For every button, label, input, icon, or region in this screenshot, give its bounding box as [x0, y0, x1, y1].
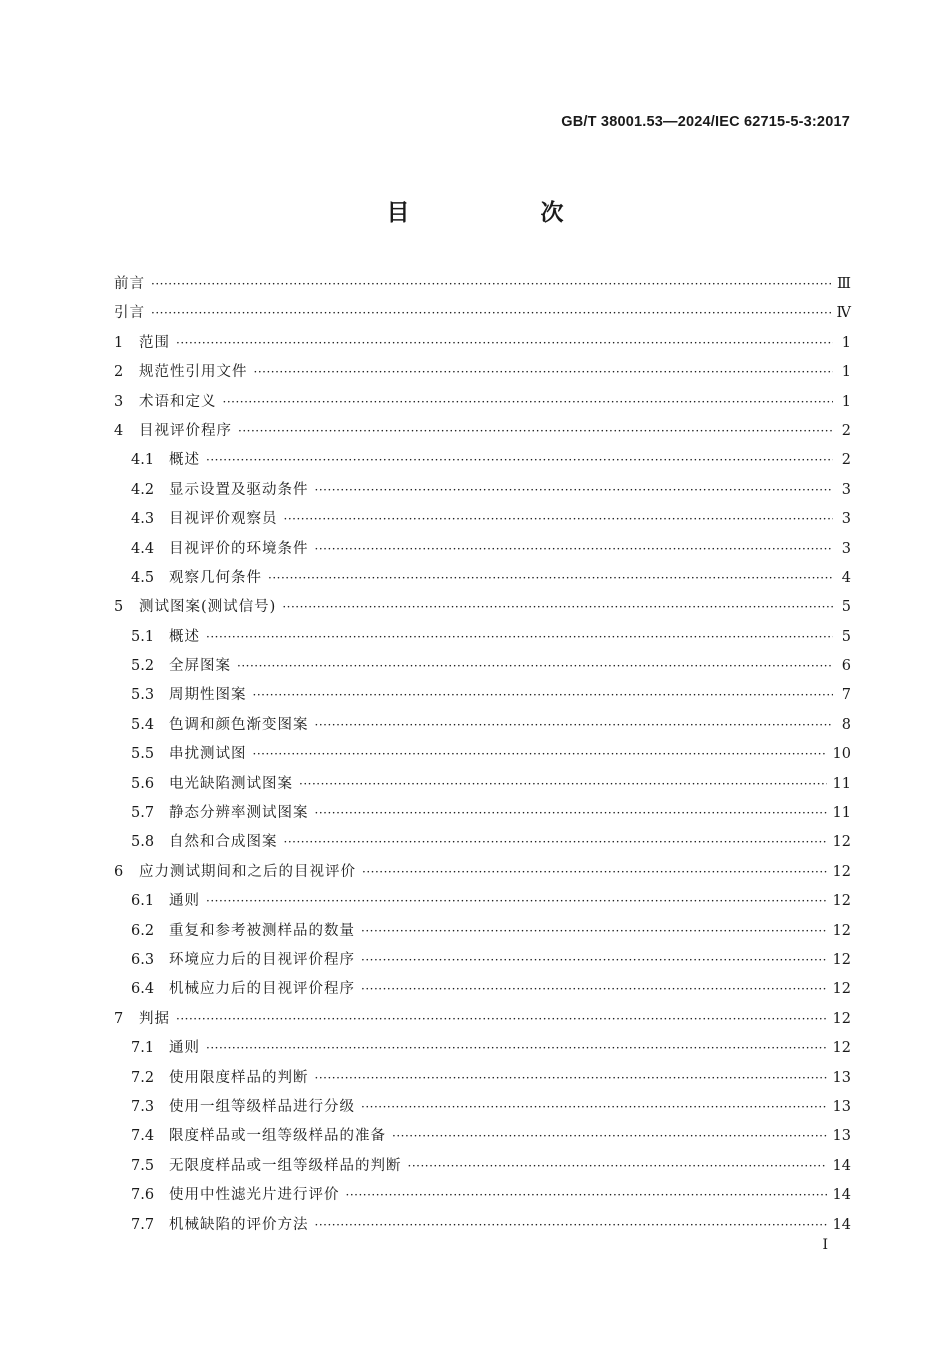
toc-entry-page: 3	[841, 481, 851, 498]
toc-entry-page: 13	[832, 1069, 851, 1086]
toc-entry-number: 7.1	[131, 1040, 155, 1057]
dot-leader	[346, 1181, 827, 1210]
toc-entry-number: 4.5	[131, 569, 155, 586]
toc-entry-number: 5.3	[131, 687, 155, 704]
toc-entry[interactable]	[114, 329, 851, 358]
toc-entry-page: 1	[841, 364, 851, 381]
toc-entry-number: 7	[114, 1010, 124, 1027]
toc-entry-title: 概述	[169, 452, 200, 469]
dot-leader	[151, 270, 831, 299]
dot-leader	[361, 1093, 827, 1122]
toc-entry[interactable]	[114, 770, 851, 799]
toc-entry-title: 概述	[169, 628, 200, 645]
toc-entry[interactable]	[114, 917, 851, 946]
toc-entry-title: 判据	[139, 1010, 170, 1027]
toc-entry-title: 机械缺陷的评价方法	[169, 1216, 309, 1233]
toc-entry-page: 12	[832, 834, 851, 851]
toc-entry-page: 8	[841, 716, 851, 733]
dot-leader	[282, 593, 833, 622]
toc-entry-title: 通则	[169, 1040, 200, 1057]
toc-entry-title: 目视评价观察员	[169, 511, 278, 528]
toc-entry-title: 使用一组等级样品进行分级	[169, 1098, 355, 1115]
dot-leader	[315, 476, 834, 505]
toc-entry-title: 使用限度样品的判断	[169, 1069, 309, 1086]
toc-entry-title: 自然和合成图案	[169, 834, 278, 851]
toc-entry[interactable]	[114, 623, 851, 652]
dot-leader	[151, 299, 831, 328]
toc-entry[interactable]	[114, 1211, 851, 1240]
dot-leader	[223, 388, 834, 417]
dot-leader	[284, 828, 827, 857]
toc-entry-title: 机械应力后的目视评价程序	[169, 981, 355, 998]
dot-leader	[299, 770, 827, 799]
toc-entry[interactable]	[114, 358, 851, 387]
toc-entry[interactable]	[114, 417, 851, 446]
toc-entry-page: 12	[832, 863, 851, 880]
toc-entry-number: 5.2	[131, 658, 155, 675]
toc-entry-number: 7.6	[131, 1187, 155, 1204]
toc-entry-page: 14	[832, 1157, 851, 1174]
toc-entry[interactable]	[114, 299, 851, 328]
toc-entry-page: 2	[841, 422, 851, 439]
dot-leader	[284, 505, 834, 534]
toc-entry-number: 5.8	[131, 834, 155, 851]
dot-leader	[206, 446, 833, 475]
toc-entry[interactable]	[114, 1093, 851, 1122]
dot-leader	[315, 1064, 827, 1093]
toc-entry-number: 5.6	[131, 775, 155, 792]
toc-entry[interactable]	[114, 1034, 851, 1063]
toc-entry-number: 6	[114, 863, 124, 880]
toc-entry[interactable]	[114, 593, 851, 622]
toc-entry[interactable]	[114, 535, 851, 564]
toc-entry-number: 5.4	[131, 716, 155, 733]
toc-entry-title: 观察几何条件	[169, 569, 262, 586]
page-number: I	[822, 1237, 828, 1253]
dot-leader	[315, 711, 834, 740]
toc-entry-page: Ⅳ	[836, 305, 851, 322]
toc-entry-number: 7.3	[131, 1098, 155, 1115]
dot-leader	[315, 535, 834, 564]
toc-entry-number: 6.1	[131, 893, 155, 910]
toc-entry-number: 7.5	[131, 1157, 155, 1174]
toc-entry-number: 4.4	[131, 540, 155, 557]
toc-entry[interactable]	[114, 564, 851, 593]
dot-leader	[176, 1005, 827, 1034]
toc-entry-page: 5	[841, 628, 851, 645]
toc-entry-number: 3	[114, 393, 124, 410]
toc-entry-title: 使用中性滤光片进行评价	[169, 1187, 340, 1204]
dot-leader	[361, 975, 827, 1004]
toc-entry[interactable]	[114, 1064, 851, 1093]
toc-entry-number: 4	[114, 422, 124, 439]
dot-leader	[206, 623, 833, 652]
toc-entry-number: 7.7	[131, 1216, 155, 1233]
toc-entry-page: 6	[841, 658, 851, 675]
toc-entry-number: 6.4	[131, 981, 155, 998]
toc-entry-number: 5.5	[131, 746, 155, 763]
toc-entry[interactable]	[114, 1152, 851, 1181]
toc-entry-page: 3	[841, 540, 851, 557]
toc-entry-page: 11	[832, 805, 851, 822]
toc-entry-title: 全屏图案	[169, 658, 231, 675]
toc-entry[interactable]	[114, 858, 851, 887]
toc-entry[interactable]	[114, 270, 851, 299]
toc-entry-title: 目视评价程序	[139, 422, 232, 439]
toc-entry-title: 测试图案(测试信号)	[139, 599, 277, 616]
toc-entry-page: Ⅲ	[837, 276, 851, 292]
toc-entry-page: 12	[832, 951, 851, 968]
dot-leader	[254, 358, 834, 387]
toc-entry-page: 12	[832, 893, 851, 910]
toc-entry-title: 静态分辨率测试图案	[169, 805, 309, 822]
toc-entry-title: 重复和参考被测样品的数量	[169, 922, 355, 939]
toc-entry-page: 5	[841, 599, 851, 616]
toc-entry-page: 12	[832, 1010, 851, 1027]
toc-entry-title: 环境应力后的目视评价程序	[169, 951, 355, 968]
toc-entry-page: 14	[832, 1187, 851, 1204]
toc-entry-title: 无限度样品或一组等级样品的判断	[169, 1157, 402, 1174]
toc-entry[interactable]	[114, 1005, 851, 1034]
toc-entry[interactable]	[114, 975, 851, 1004]
toc-entry-number: 6.2	[131, 922, 155, 939]
toc-entry-page: 7	[841, 687, 851, 704]
toc-entry-number: 6.3	[131, 951, 155, 968]
toc-entry[interactable]	[114, 446, 851, 475]
toc-entry[interactable]	[114, 887, 851, 916]
toc-entry-title: 通则	[169, 893, 200, 910]
toc-entry-number: 2	[114, 364, 124, 381]
toc-entry[interactable]	[114, 505, 851, 534]
toc-entry-number: 1	[114, 334, 124, 351]
toc-entry-number: 4.1	[131, 452, 155, 469]
toc-entry-title: 术语和定义	[139, 393, 217, 410]
toc-entry-page: 12	[832, 981, 851, 998]
toc-entry-title: 显示设置及驱动条件	[169, 481, 309, 498]
toc-entry[interactable]	[114, 681, 851, 710]
dot-leader	[237, 652, 833, 681]
toc-entry-title: 串扰测试图	[169, 746, 247, 763]
toc-entry-title: 范围	[139, 334, 170, 351]
dot-leader	[176, 329, 833, 358]
toc-entry-title: 周期性图案	[169, 687, 247, 704]
toc-entry-number: 5.1	[131, 628, 155, 645]
toc-entry-number: 5	[114, 599, 124, 616]
toc-entry-number: 5.7	[131, 805, 155, 822]
toc-entry[interactable]	[114, 476, 851, 505]
dot-leader	[238, 417, 833, 446]
toc-entry-page: 4	[841, 569, 851, 586]
toc-entry-title: 规范性引用文件	[139, 364, 248, 381]
toc-entry-number: 4.3	[131, 511, 155, 528]
toc-entry-page: 3	[841, 511, 851, 528]
toc-entry-title: 目视评价的环境条件	[169, 540, 309, 557]
dot-leader	[361, 946, 827, 975]
dot-leader	[392, 1122, 827, 1151]
toc-entry[interactable]	[114, 1181, 851, 1210]
toc-entry-title: 色调和颜色渐变图案	[169, 716, 309, 733]
toc-entry-page: 1	[841, 334, 851, 351]
dot-leader	[206, 887, 827, 916]
toc-entry-page: 13	[832, 1128, 851, 1145]
toc-entry-page: 11	[832, 775, 851, 792]
toc-entry-page: 12	[832, 1040, 851, 1057]
toc-entry-page: 10	[832, 746, 851, 763]
toc-entry-page: 13	[832, 1098, 851, 1115]
dot-leader	[206, 1034, 827, 1063]
toc-entry-number: 7.4	[131, 1128, 155, 1145]
toc-entry[interactable]	[114, 652, 851, 681]
dot-leader	[315, 799, 827, 828]
toc-entry-page: 14	[832, 1216, 851, 1233]
toc-entry-title: 电光缺陷测试图案	[169, 775, 293, 792]
toc-entry[interactable]	[114, 388, 851, 417]
toc-entry[interactable]	[114, 711, 851, 740]
toc-entry-page: 12	[832, 922, 851, 939]
dot-leader	[362, 858, 827, 887]
toc-entry[interactable]	[114, 1122, 851, 1151]
dot-leader	[315, 1211, 827, 1240]
toc-entry[interactable]	[114, 799, 851, 828]
standard-code-header: GB/T 38001.53—2024/IEC 62715-5-3:2017	[561, 114, 850, 130]
toc-title: 目 次	[386, 199, 618, 226]
toc-entry-title: 前言	[114, 276, 145, 292]
toc-entry-title: 引言	[114, 305, 145, 322]
toc-entry-page: 2	[841, 452, 851, 469]
dot-leader	[253, 740, 827, 769]
toc-entry[interactable]	[114, 740, 851, 769]
toc-entry-page: 1	[841, 393, 851, 410]
toc-entry-number: 4.2	[131, 481, 155, 498]
dot-leader	[361, 917, 827, 946]
toc-entry-title: 应力测试期间和之后的目视评价	[139, 863, 356, 880]
dot-leader	[408, 1152, 827, 1181]
table-of-contents	[114, 270, 851, 1240]
dot-leader	[253, 681, 834, 710]
toc-entry-title: 限度样品或一组等级样品的准备	[169, 1128, 386, 1145]
toc-entry-number: 7.2	[131, 1069, 155, 1086]
toc-entry[interactable]	[114, 828, 851, 857]
toc-entry[interactable]	[114, 946, 851, 975]
dot-leader	[268, 564, 833, 593]
